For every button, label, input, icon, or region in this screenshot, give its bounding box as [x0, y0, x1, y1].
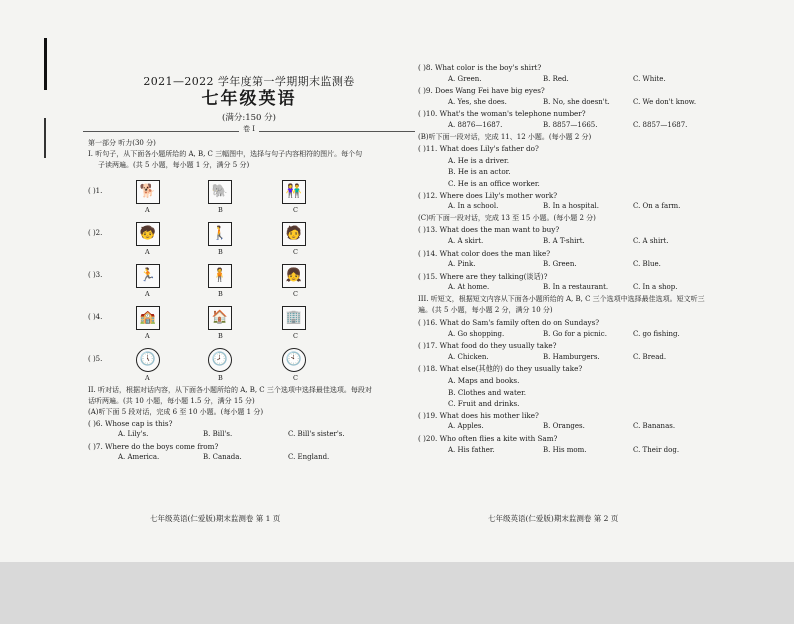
picture-option-b[interactable]: 🏠: [208, 306, 232, 330]
option-b[interactable]: B. Go for a picnic.: [543, 329, 607, 338]
subject-title: 七年级英语: [201, 89, 297, 109]
clock-option-c[interactable]: 🕙: [282, 348, 306, 372]
question-8: ( )8. What color is the boy's shirt?: [418, 63, 542, 72]
picture-option-c[interactable]: 👫: [282, 180, 306, 204]
option-b[interactable]: B. Hamburgers.: [543, 352, 600, 361]
option-c[interactable]: C. go fishing.: [633, 329, 680, 338]
left-page: [88, 0, 410, 562]
picture-option-c[interactable]: 🏢: [282, 306, 306, 330]
option-label: A: [145, 205, 150, 214]
option-label: C: [293, 331, 298, 340]
picture-question: [88, 261, 410, 298]
question-6: ( )6. Whose cap is this?: [88, 418, 173, 428]
option-a[interactable]: A. Maps and books.: [448, 376, 520, 386]
section-1-instruction-cont: 子读两遍。(共 5 小题，每小题 1 分，满分 5 分): [98, 160, 250, 169]
option-b[interactable]: B. Bill's.: [203, 430, 233, 439]
option-c[interactable]: C. White.: [633, 74, 666, 83]
option-label: A: [145, 373, 150, 382]
option-a[interactable]: A. Go shopping.: [448, 329, 505, 338]
picture-question: [88, 177, 410, 214]
question-number: ( )4.: [88, 313, 103, 321]
question-12-options: [418, 201, 708, 213]
option-b[interactable]: B. Clothes and water.: [448, 387, 527, 397]
option-label: A: [145, 247, 150, 256]
part-divider: [83, 124, 415, 133]
question-10-options: [418, 120, 708, 132]
section-2-instruction: II. 听对话，根据对话内容，从下面各小题所给的 A, B, C 三个选项中选择最佳选项。每段对: [88, 385, 372, 394]
option-b[interactable]: B. Red.: [543, 74, 569, 83]
question-18: ( )18. What else(其他的) do they usually take?: [418, 364, 583, 374]
option-a[interactable]: A. Apples.: [448, 422, 484, 431]
option-a[interactable]: A. His father.: [448, 445, 495, 454]
question-19: ( )19. What does his mother like?: [418, 410, 539, 420]
picture-option-a[interactable]: 🧒: [136, 222, 160, 246]
question-number: ( )3.: [88, 271, 103, 279]
option-a[interactable]: A. In a school.: [448, 202, 499, 211]
left-page-footer: 七年级英语(仁爱版)期末监测卷 第 1 页: [150, 514, 281, 523]
option-a[interactable]: A. Chicken.: [448, 352, 489, 361]
option-b[interactable]: B. His mom.: [543, 445, 587, 454]
question-number: ( )2.: [88, 229, 103, 237]
picture-option-c[interactable]: 👧: [282, 264, 306, 288]
question-number: ( )1.: [88, 187, 103, 195]
question-number: ( )5.: [88, 355, 103, 363]
picture-option-b[interactable]: 🐘: [208, 180, 232, 204]
section-3-instruction: III. 听短文，根据短文内容从下面各小题所给的 A, B, C 三个选项中选择最佳选项。短文听三: [418, 294, 705, 303]
option-label: A: [145, 331, 150, 340]
option-label: B: [218, 373, 223, 382]
option-b[interactable]: B. Oranges.: [543, 422, 585, 431]
option-label: C: [293, 373, 298, 382]
question-14: ( )14. What color does the man like?: [418, 248, 551, 258]
question-13-options: [418, 236, 708, 248]
option-a[interactable]: A. Lily's.: [118, 430, 149, 439]
section-2a-instruction: (A)听下面 5 段对话，完成 6 至 10 小题。(每小题 1 分): [88, 407, 264, 416]
section-3-instruction-cont: 遍。(共 5 小题，每小题 2 分，满分 10 分): [418, 306, 553, 315]
option-a[interactable]: A. He is a driver.: [448, 155, 509, 165]
option-c[interactable]: C. A shirt.: [633, 236, 669, 245]
option-c[interactable]: C. He is an office worker.: [448, 178, 540, 188]
picture-question: [88, 345, 410, 382]
picture-option-a[interactable]: 🏫: [136, 306, 160, 330]
section-1-instruction: I. 听句子，从下面各小题所给的 A, B, C 三幅图中，选择与句子内容相符的图片。每个句: [88, 149, 363, 158]
right-page-footer: 七年级英语(仁爱版)期末监测卷 第 2 页: [488, 514, 619, 523]
option-c[interactable]: C. Blue.: [633, 260, 661, 269]
question-13: ( )13. What does the man want to buy?: [418, 225, 560, 235]
option-a[interactable]: A. At home.: [448, 283, 490, 292]
clock-option-b[interactable]: 🕗: [208, 348, 232, 372]
question-17: ( )17. What food do they usually take?: [418, 341, 557, 351]
option-b[interactable]: B. Canada.: [203, 453, 242, 462]
option-b[interactable]: B. In a restaurant.: [543, 283, 609, 292]
option-label: C: [293, 205, 298, 214]
part-title: 第一部分 听力(30 分): [88, 138, 156, 147]
question-15-options: [418, 282, 708, 294]
question-7: ( )7. Where do the boys come from?: [88, 441, 219, 451]
option-c[interactable]: C. England.: [288, 453, 330, 462]
option-label: C: [293, 289, 298, 298]
question-9-options: [418, 97, 708, 109]
question-8-options: [418, 74, 708, 86]
option-a[interactable]: A. A skirt.: [448, 236, 484, 245]
scan-edge-mark: [44, 38, 47, 90]
section-2-instruction-cont: 话听两遍。(共 10 小题，每小题 1.5 分，满分 15 分): [88, 396, 255, 405]
option-c[interactable]: C. On a farm.: [633, 202, 681, 211]
option-b[interactable]: B. He is an actor.: [448, 167, 511, 177]
option-a[interactable]: A. Pink.: [448, 260, 476, 269]
picture-question: [88, 303, 410, 340]
option-b[interactable]: B. 8857—1665.: [543, 120, 598, 129]
option-label: B: [218, 331, 223, 340]
option-a[interactable]: A. Yes, she does.: [448, 97, 507, 106]
question-7-options: [88, 452, 410, 464]
option-a[interactable]: A. 8876—1687.: [448, 120, 503, 129]
option-a[interactable]: A. Green.: [448, 74, 482, 83]
option-c[interactable]: C. Fruit and drinks.: [448, 399, 520, 409]
option-b[interactable]: B. Green.: [543, 260, 577, 269]
scan-edge-mark: [44, 118, 46, 158]
option-c[interactable]: C. Bananas.: [633, 422, 676, 431]
question-16: ( )16. What do Sam's family often do on Sundays?: [418, 318, 600, 328]
picture-option-c[interactable]: 🧑: [282, 222, 306, 246]
option-c[interactable]: C. Bill's sister's.: [288, 430, 345, 439]
question-19-options: [418, 421, 708, 433]
option-c[interactable]: C. Bread.: [633, 352, 667, 361]
option-c[interactable]: C. Their dog.: [633, 445, 680, 454]
question-20-options: [418, 445, 708, 457]
option-b[interactable]: B. A T-shirt.: [543, 236, 585, 245]
picture-option-a[interactable]: 🏃: [136, 264, 160, 288]
option-label: C: [293, 247, 298, 256]
option-label: A: [145, 289, 150, 298]
question-6-options: [88, 429, 410, 441]
option-b[interactable]: B. In a hospital.: [543, 202, 599, 211]
right-page: [418, 0, 708, 624]
picture-question: [88, 219, 410, 256]
picture-questions: [88, 177, 410, 382]
question-20: ( )20. Who often flies a kite with Sam?: [418, 434, 558, 443]
question-16-options: [418, 329, 708, 341]
section-c-instruction: (C)听下面一段对话，完成 13 至 15 小题。(每小题 2 分): [418, 213, 596, 222]
option-a[interactable]: A. America.: [118, 453, 160, 462]
picture-option-b[interactable]: 🚶: [208, 222, 232, 246]
option-c[interactable]: C. In a shop.: [633, 283, 678, 292]
option-b[interactable]: B. No, she doesn't.: [543, 97, 610, 106]
exam-title: 2021—2022 学年度第一学期期末监测卷: [143, 75, 355, 88]
section-b-instruction: (B)听下面一段对话，完成 11、12 小题。(每小题 2 分): [418, 132, 592, 141]
picture-option-a[interactable]: 🐕: [136, 180, 160, 204]
option-label: B: [218, 247, 223, 256]
clock-option-a[interactable]: 🕔: [136, 348, 160, 372]
question-17-options: [418, 352, 708, 364]
question-9: ( )9. Does Wang Fei have big eyes?: [418, 86, 545, 96]
question-11: ( )11. What does Lily's father do?: [418, 144, 539, 154]
question-14-options: [418, 259, 708, 271]
option-c[interactable]: C. We don't know.: [633, 97, 697, 106]
option-label: B: [218, 205, 223, 214]
question-12: ( )12. Where does Lily's mother work?: [418, 190, 558, 200]
question-10: ( )10. What's the woman's telephone number?: [418, 109, 586, 119]
full-score: (满分:150 分): [222, 113, 276, 123]
part-label: 卷 I: [239, 126, 259, 133]
option-label: B: [218, 289, 223, 298]
option-c[interactable]: C. 8857—1687.: [633, 120, 688, 129]
question-15: ( )15. Where are they talking(谈话)?: [418, 271, 548, 281]
picture-option-b[interactable]: 🧍: [208, 264, 232, 288]
